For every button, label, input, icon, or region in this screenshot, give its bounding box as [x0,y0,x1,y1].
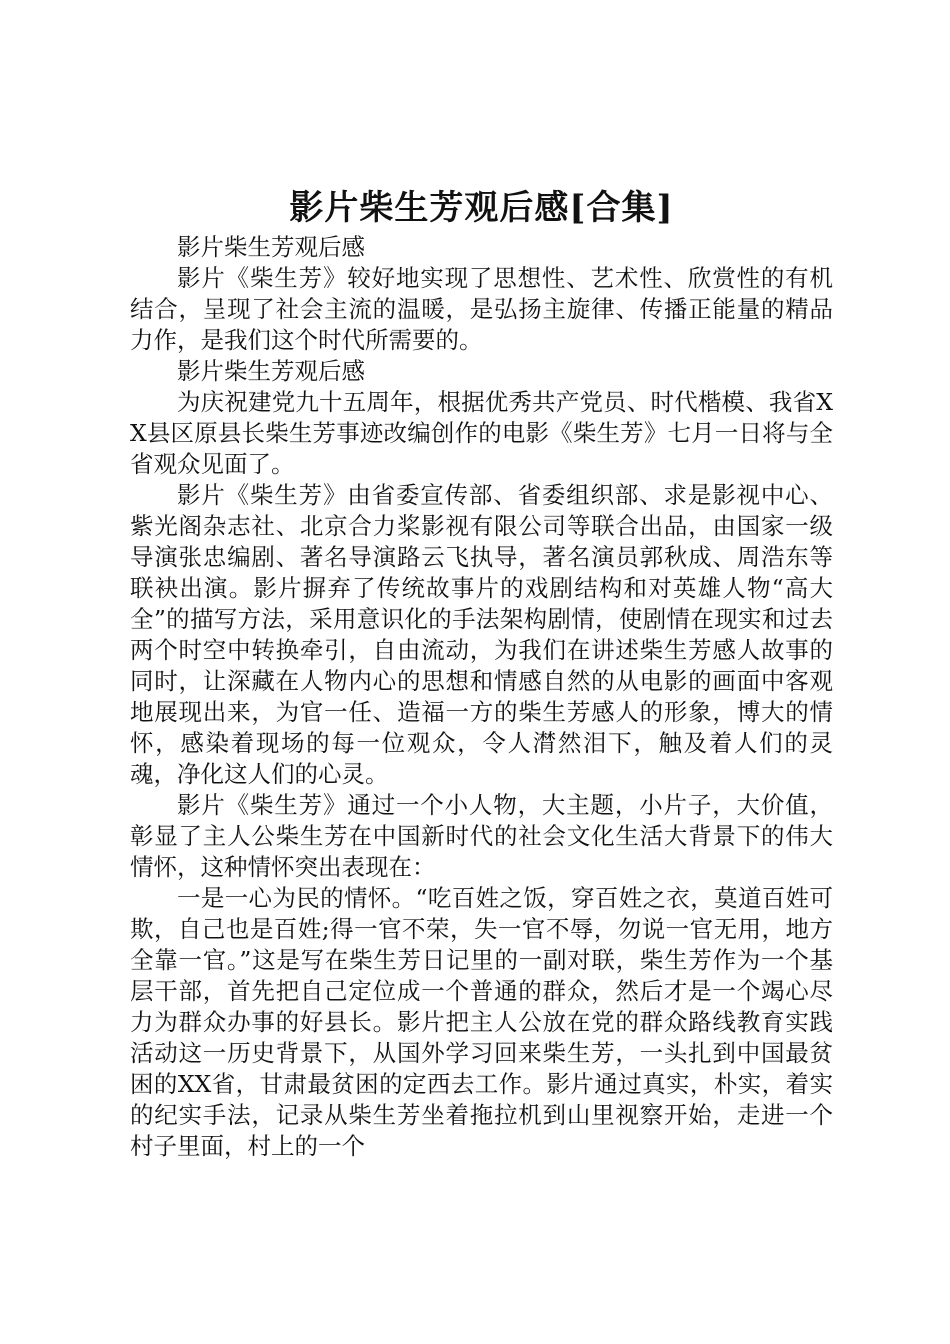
paragraph-summary: 影片《柴生芳》较好地实现了思想性、艺术性、欣赏性的有机结合，呈现了社会主流的温暖，是弘扬主旋律、传播正能量的精品力作，是我们这个时代所需要的。 [130,264,833,354]
document-title: 影片柴生芳观后感[合集] [289,188,674,228]
paragraph-theme: 影片《柴生芳》通过一个小人物，大主题，小片子，大价值，彰显了主人公柴生芳在中国新时代的社会文化生活大背景下的伟大情怀，这种情怀突出表现在： [130,791,833,881]
paragraph-point-one: 一是一心为民的情怀。“吃百姓之饭，穿百姓之衣，莫道百姓可欺，自己也是百姓;得一官不荣，失一官不辱，勿说一官无用，地方全靠一官。”这是写在柴生芳日记里的一副对联，柴生芳作为一个基层干部，首先把自己定位成一个普通的群众，然后才是一个竭心尽力为群众办事的好县长。影片把主人公放在党的群众路线教育实践活动这一历史背景下，从国外学习回来柴生芳，一头扎到中国最贫困的XX省，甘肃最贫困的定西去工作。影片通过真实，朴实，着实的纪实手法，记录从柴生芳坐着拖拉机到山里视察开始，走进一个村子里面，村上的一个 [130,884,833,1160]
document-page [130,186,833,1162]
paragraph-heading-2: 影片柴生芳观后感 [177,357,365,385]
paragraph-production: 影片《柴生芳》由省委宣传部、省委组织部、求是影视中心、紫光阁杂志社、北京合力桨影视有限公司等联合出品，由国家一级导演张忠编剧、著名导演路云飞执导，著名演员郭秋成、周浩东等联袂出演。影片摒弃了传统故事片的戏剧结构和对英雄人物“高大全”的描写方法，采用意识化的手法架构剧情，使剧情在现实和过去两个时空中转换牵引，自由流动，为我们在讲述柴生芳感人故事的同时，让深藏在人物内心的思想和情感自然的从电影的画面中客观地展现出来，为官一任、造福一方的柴生芳感人的形象，博大的情怀，感染着现场的每一位观众，令人潸然泪下，触及着人们的灵魂，净化这人们的心灵。 [130,481,833,788]
paragraph-intro: 为庆祝建党九十五周年，根据优秀共产党员、时代楷模、我省XX县区原县长柴生芳事迹改编创作的电影《柴生芳》七月一日将与全省观众见面了。 [130,388,833,478]
paragraph-heading-1: 影片柴生芳观后感 [177,233,365,261]
